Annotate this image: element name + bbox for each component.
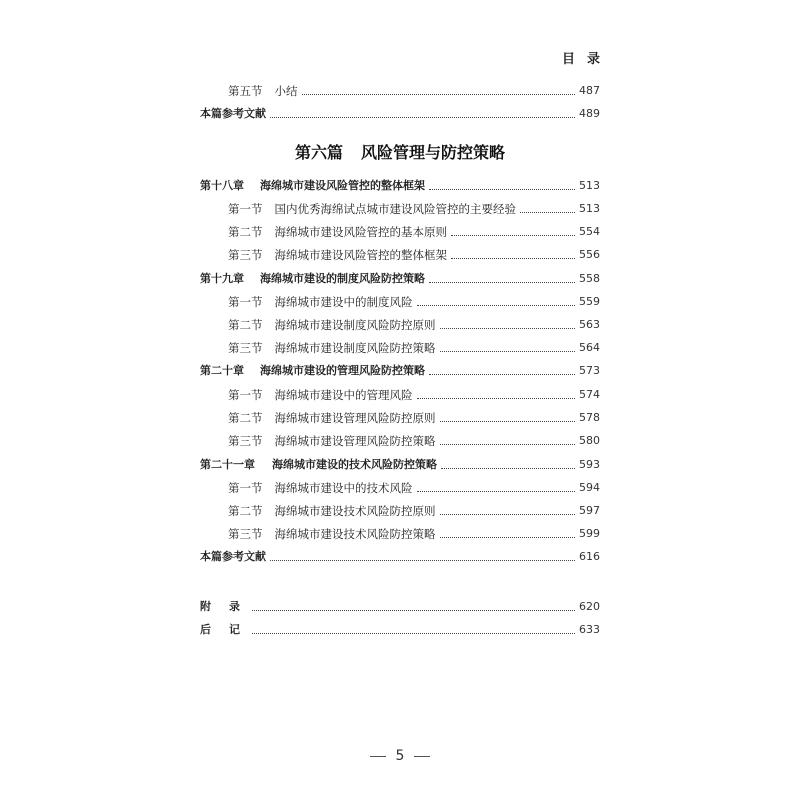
part-name: 风险管理与防控策略	[361, 143, 506, 162]
toc-entry-section[interactable]	[200, 221, 600, 239]
dot-leader	[441, 467, 575, 469]
section-number: 第三节	[228, 341, 263, 355]
postscript-label: 后记	[200, 623, 258, 636]
section-title: 海绵城市建设制度风险防控策略	[274, 341, 436, 355]
dot-leader	[440, 536, 576, 538]
chapter-number: 第二十一章	[200, 458, 255, 471]
toc-entry-section[interactable]	[200, 244, 600, 262]
folio-dash	[414, 756, 430, 757]
chapter-number: 第二十章	[200, 364, 244, 377]
section-number: 第一节	[228, 295, 263, 309]
toc-entry-chapter[interactable]	[200, 454, 600, 472]
chapter-title: 海绵城市建设风险管控的整体框架	[260, 179, 425, 192]
section-number: 第一节	[228, 481, 263, 495]
appendix-label: 附录	[200, 600, 258, 613]
part-title	[0, 140, 800, 163]
dot-leader	[302, 93, 576, 95]
page-number: 593	[579, 458, 600, 471]
section-title: 海绵城市建设风险管控的整体框架	[274, 248, 447, 262]
page-number: 594	[579, 481, 600, 494]
page-number: 487	[579, 84, 600, 97]
toc-entry-section[interactable]	[200, 337, 600, 355]
dot-leader	[417, 397, 576, 399]
section-title: 海绵城市建设技术风险防控策略	[274, 527, 436, 541]
toc-entry-section[interactable]	[200, 523, 600, 541]
page-number: 616	[579, 550, 600, 563]
section-title: 海绵城市建设中的制度风险	[274, 295, 413, 309]
toc-entry-chapter[interactable]	[200, 268, 600, 286]
section-title: 海绵城市建设管理风险防控原则	[274, 411, 436, 425]
section-title: 国内优秀海绵试点城市建设风险管控的主要经验	[274, 202, 516, 216]
section-number: 第三节	[228, 434, 263, 448]
dot-leader	[252, 632, 575, 634]
toc-entry-references[interactable]	[200, 103, 600, 121]
section-number: 第五节	[228, 84, 263, 98]
toc-entry-section[interactable]	[200, 500, 600, 518]
page-number: 573	[579, 364, 600, 377]
section-title: 海绵城市建设中的管理风险	[274, 388, 413, 402]
chapter-number: 第十八章	[200, 179, 244, 192]
dot-leader	[440, 420, 576, 422]
toc-entry-section[interactable]	[200, 430, 600, 448]
toc-entry-postscript[interactable]	[200, 619, 600, 637]
page-number: 599	[579, 527, 600, 540]
page-number: 554	[579, 225, 600, 238]
dot-leader	[451, 257, 575, 259]
dot-leader	[429, 373, 575, 375]
chapter-title: 海绵城市建设的管理风险防控策略	[260, 364, 425, 377]
chapter-title: 海绵城市建设的技术风险防控策略	[272, 458, 437, 471]
section-title: 海绵城市建设技术风险防控原则	[274, 504, 436, 518]
section-title: 小结	[274, 84, 298, 98]
toc-entry-section[interactable]	[200, 198, 600, 216]
toc-entry-section[interactable]	[200, 291, 600, 309]
toc-entry-section[interactable]	[200, 314, 600, 332]
toc-entry-chapter[interactable]	[200, 360, 600, 378]
page-number: 558	[579, 272, 600, 285]
page-number: 513	[579, 202, 600, 215]
toc-entry-section[interactable]	[200, 477, 600, 495]
page-number: 578	[579, 411, 600, 424]
section-title: 海绵城市建设风险管控的基本原则	[274, 225, 447, 239]
toc-entry-references[interactable]	[200, 546, 600, 564]
dot-leader	[429, 281, 575, 283]
dot-leader	[417, 490, 576, 492]
dot-leader	[440, 350, 576, 352]
dot-leader	[451, 234, 575, 236]
dot-leader	[270, 116, 575, 118]
toc-entry-appendix[interactable]	[200, 596, 600, 614]
section-number: 第一节	[228, 202, 263, 216]
page-number: 620	[579, 600, 600, 613]
section-title: 海绵城市建设管理风险防控策略	[274, 434, 436, 448]
toc-entry-section[interactable]	[200, 80, 600, 98]
dot-leader	[440, 513, 576, 515]
dot-leader	[429, 188, 575, 190]
page-number: 564	[579, 341, 600, 354]
section-number: 第三节	[228, 527, 263, 541]
chapter-title: 海绵城市建设的制度风险防控策略	[260, 272, 425, 285]
section-number: 第二节	[228, 225, 263, 239]
chapter-number: 第十九章	[200, 272, 244, 285]
dot-leader	[417, 304, 576, 306]
dot-leader	[520, 211, 575, 213]
dot-leader	[252, 609, 575, 611]
page-number: 559	[579, 295, 600, 308]
section-number: 第一节	[228, 388, 263, 402]
section-number: 第三节	[228, 248, 263, 262]
section-number: 第二节	[228, 504, 263, 518]
references-label: 本篇参考文献	[200, 550, 266, 563]
section-title: 海绵城市建设制度风险防控原则	[274, 318, 436, 332]
page-number: 556	[579, 248, 600, 261]
dot-leader	[270, 559, 575, 561]
page-number: 563	[579, 318, 600, 331]
page-number: 633	[579, 623, 600, 636]
dot-leader	[440, 443, 576, 445]
section-number: 第二节	[228, 411, 263, 425]
toc-entry-section[interactable]	[200, 407, 600, 425]
toc-entry-section[interactable]	[200, 384, 600, 402]
dot-leader	[440, 327, 576, 329]
section-number: 第二节	[228, 318, 263, 332]
page-number: 574	[579, 388, 600, 401]
running-head: 目录	[561, 52, 612, 67]
page-number: 580	[579, 434, 600, 447]
toc-entry-chapter[interactable]	[200, 175, 600, 193]
section-title: 海绵城市建设中的技术风险	[274, 481, 413, 495]
page-number: 513	[579, 179, 600, 192]
page-number: 597	[579, 504, 600, 517]
references-label: 本篇参考文献	[200, 107, 266, 120]
page-folio	[0, 748, 800, 764]
page-number: 489	[579, 107, 600, 120]
folio-number: 5	[395, 748, 405, 764]
part-number: 第六篇	[294, 143, 343, 162]
folio-dash	[370, 756, 386, 757]
